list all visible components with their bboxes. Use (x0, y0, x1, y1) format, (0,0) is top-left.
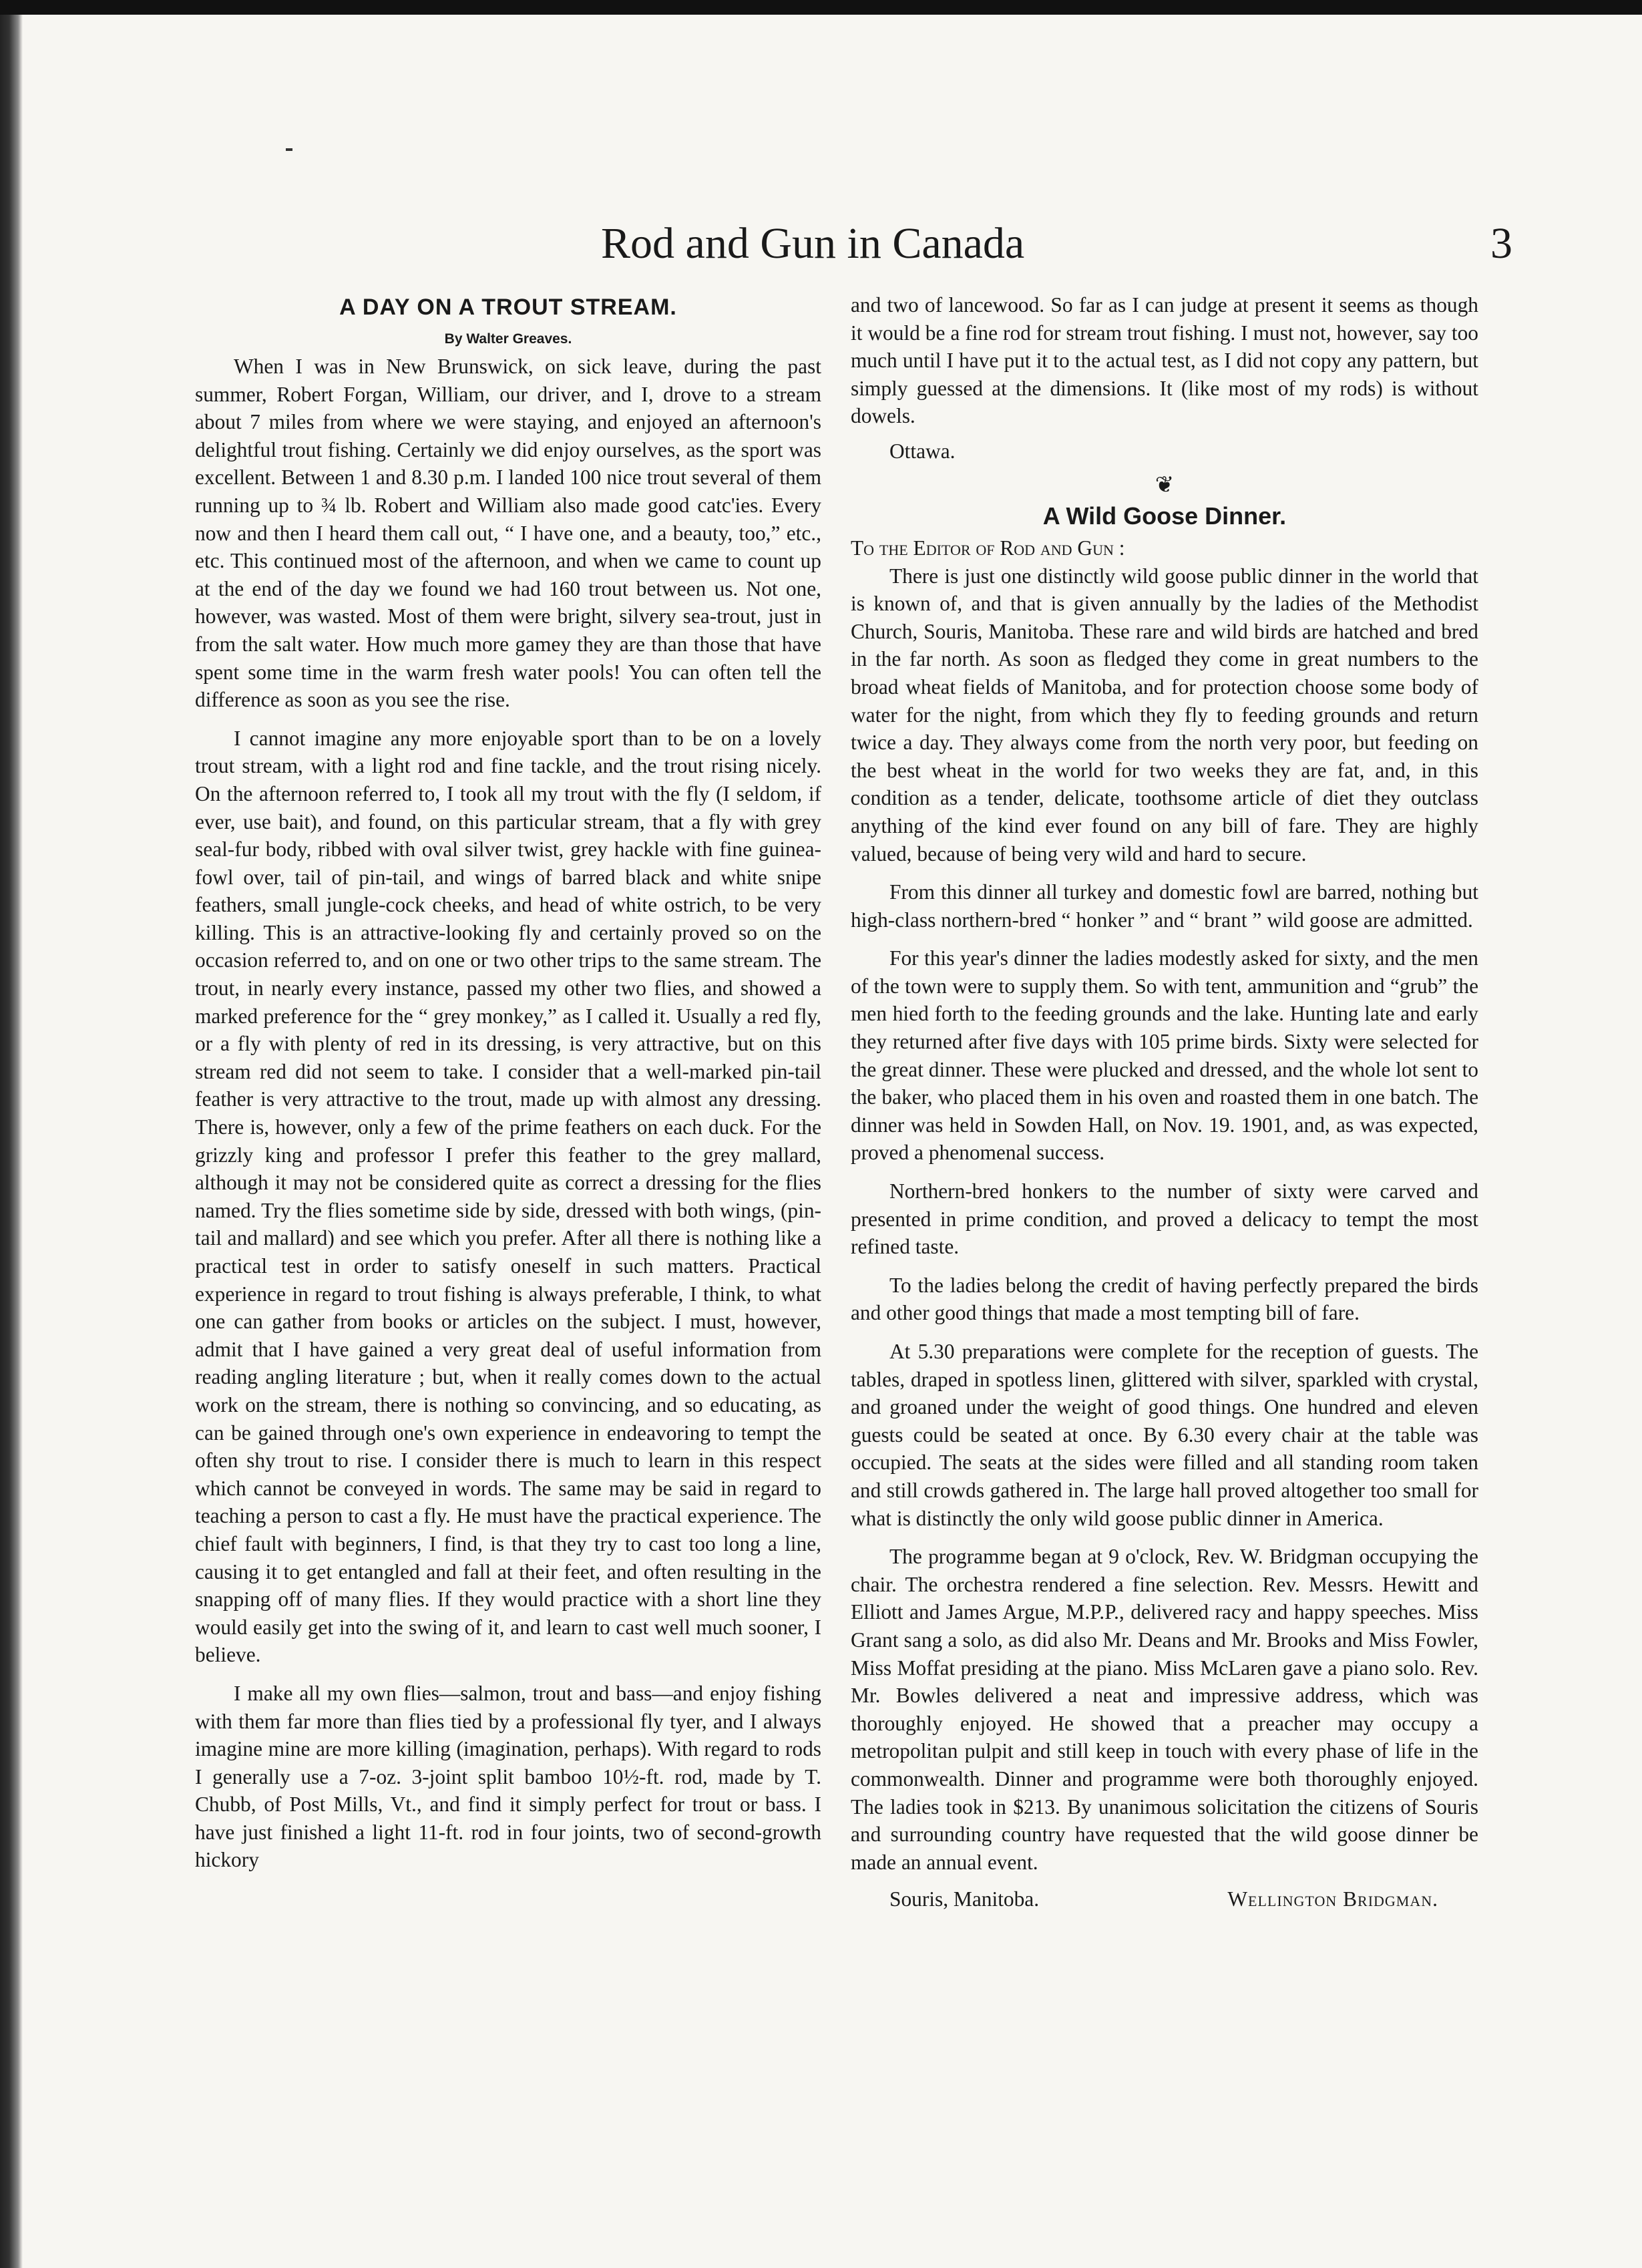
article-paragraph: At 5.30 preparations were complete for the reception of guests. The tables, draped in spotless linen, glittered with silver, sparkled with crystal, and groaned under the weight of good things. One hundred and eleven guests could be seated at once. By 6.30 every chair at the table was occupied. The seats at the sides were filled and all standing room taken and still crowds gathered in. The large hall proved altogether too small for what is distinctly the only wild goose public dinner in America. (851, 1340, 1478, 1530)
signature-place: Souris, Manitoba. (889, 1887, 1040, 1911)
article-paragraph: To the ladies belong the credit of having perfectly prepared the birds and other good things that made a most tempting bill of fare. (851, 1273, 1478, 1325)
article-paragraph: I make all my own flies—salmon, trout and bass—and enjoy fishing with them far more than flies tied by a professional fly tyer, and I always imagine mine are more killing (imagination, perhaps). With regard to rods I generally use a 7-oz. 3-joint split bamboo 10½-ft. rod, made by T. Chubb, of Post Mills, Vt., and find it simply perfect for trout or bass. I have just finished a light 11-ft. rod in four joints, two of second-growth hickory (195, 1681, 821, 1872)
article-byline: By Walter Greaves. (444, 331, 572, 347)
article-paragraph: For this year's dinner the ladies modestly asked for sixty, and the men of the town were to supply them. So with tent, ammunition and “grub” the men hied forth to the feeding grounds and the lake. Hunting late and early they returned after five days with 105 prime birds. Sixty were selected for the great dinner. These were plucked and dressed, and the whole lot sent to the baker, who placed them in his oven and roasted them in one batch. The dinner was held in Sowden Hall, on Nov. 19. 1901, and, as was expected, proved a phenomenal success. (851, 946, 1478, 1165)
salutation: To the Editor of Rod and Gun : (851, 536, 1125, 560)
article-title: A Wild Goose Dinner. (1042, 502, 1287, 530)
signature-author: Wellington Bridgman. (1227, 1887, 1438, 1911)
left-column (195, 293, 821, 1881)
article-paragraph: When I was in New Brunswick, on sick leave, during the past summer, Robert Forgan, William, our driver, and I, drove to a stream about 7 miles from where we were staying, and enjoyed an afternoon's delightful trout fishing. Certainly we did enjoy ourselves, as the sport was excellent. Between 1 and 8.30 p.m. I landed 100 nice trout several of them running up to ¾ lb. Robert and William also made good catc'ies. Every now and then I heard them call out, “ I have one, and a beauty, too,” etc., etc. This continued most of the afternoon, and when we came to count up at the end of the day we found we had 160 trout between us. Not one, however, was wasted. Most of them were bright, silvery sea-trout, just in from the salt water. How much more gamey they are than those that have spent some time in the warm fresh water pools! You can often tell the difference as soon as you see the rise. (195, 355, 821, 712)
scan-left-edge (0, 15, 23, 2268)
article-title: A DAY ON A TROUT STREAM. (339, 295, 677, 320)
running-head: Rod and Gun in Canada (601, 219, 1025, 268)
article-paragraph: I cannot imagine any more enjoyable sport than to be on a lovely trout stream, with a light rod and fine tackle, and the trout rising nicely. On the afternoon referred to, I took all my trout with the fly (I seldom, if ever, use bait), and found, on this particular stream, that a fly with grey seal-fur body, ribbed with oval silver twist, grey hackle with fine guinea-fowl over, tail of pin-tail, and wings of barred black and white snipe feathers, small jungle-cock cheeks, and head of white ostrich, to be very killing. This is an attractive-looking fly and certainly proved so on the occasion referred to, and on one or two other trips to the same stream. The trout, in nearly every instance, passed my other two flies, and showed a marked preference for the “ grey monkey,” as I called it. Usually a red fly, or a fly with plenty of red in its dressing, is very attractive, but on this stream red did not seem to take. I consider that a well-marked pin-tail feather is very attractive to the trout, made up with almost any dressing. There is, however, only a few of the prime feathers on each duck. For the grizzly king and professor I prefer this feather to the grey mallard, although it may not be considered quite as correct a dressing for the flies named. Try the flies sometime side by side, dressed with both wings, (pin-tail and mallard) and see which you prefer. After all there is nothing like a practical test in order to satisfy oneself in such matters. Practical experience in regard to trout fishing is always preferable, I think, to what one can gather from books or articles on the subject. I must, however, admit that I have gained a very great deal of useful information from reading angling literature ; but, when it really comes down to the actual work on the stream, there is nothing so convincing, and so educating, as can be gained through one's own experience in endeavoring to tempt the often shy trout to rise. I consider there is much to learn in this respect which cannot be conveyed in words. The same may be said in regard to teaching a person to cast a fly. He must have the practical experience. The chief fault with beginners, I find, is that they try to cast too long a line, causing it to get entangled and fall at their feet, and often resulting in the snapping off of many flies. If they would practice with a short line they would easily get into the swing of it, and learn to cast well much sooner, I believe. (195, 726, 821, 1667)
signature-line (851, 1885, 1478, 1913)
article-paragraph: From this dinner all turkey and domestic fowl are barred, nothing but high-class northern-bred “ honker ” and “ brant ” wild goose are admitted. (851, 880, 1478, 932)
article-continuation: and two of lancewood. So far as I can judge at present it seems as though it would be a fine rod for stream trout fishing. I must not, however, say too much until I have put it to the actual test, as I did not copy any pattern, but simply guessed at the dimensions. It (like most of my rods) is without dowels. (851, 293, 1478, 428)
ornament-icon: ❦ (1155, 472, 1175, 498)
page-number: 3 (1490, 219, 1512, 268)
article-paragraph: Northern-bred honkers to the number of sixty were carved and presented in prime condition, and proved a delicacy to tempt the most refined taste. (851, 1179, 1478, 1259)
article-paragraph: There is just one distinctly wild goose public dinner in the world that is known of, and that is given annually by the ladies of the Methodist Church, Souris, Manitoba. These rare and wild birds are hatched and bred in the far north. As soon as fledged they come in great numbers to the broad wheat fields of Manitoba, and for protection choose some body of water for the night, from which they fly to feeding grounds and return twice a day. They always come from the north very poor, but feeding on the best wheat in the world for two weeks they are fat, and, in this condition as a tender, delicate, toothsome article of diet they outclass anything of the kind ever found on any bill of fare. They are highly valued, because of being very wild and hard to secure. (851, 564, 1478, 866)
top-border-rule (0, 0, 1642, 15)
scan-speck (286, 148, 292, 151)
article-paragraph: The programme began at 9 o'clock, Rev. W. Bridgman occupying the chair. The orchestra rendered a fine selection. Rev. Messrs. Hewitt and Elliott and James Argue, M.P.P., delivered racy and happy speeches. Miss Grant sang a solo, as did also Mr. Deans and Mr. Brooks and Miss Fowler, Miss Moffat presiding at the piano. Miss McLaren gave a piano solo. Rev. Mr. Bowles delivered a neat and impressive address, which was thoroughly enjoyed. He showed that a preacher may occupy a metropolitan pulpit and still keep in touch with every phase of life in the commonwealth. Dinner and programme were both thoroughly enjoyed. The ladies took in $213. By unanimous solicitation the citizens of Souris and surrounding country have requested that the wild goose dinner be made an annual event. (851, 1545, 1478, 1874)
right-column (851, 291, 1478, 1913)
article-place: Ottawa. (889, 439, 956, 463)
